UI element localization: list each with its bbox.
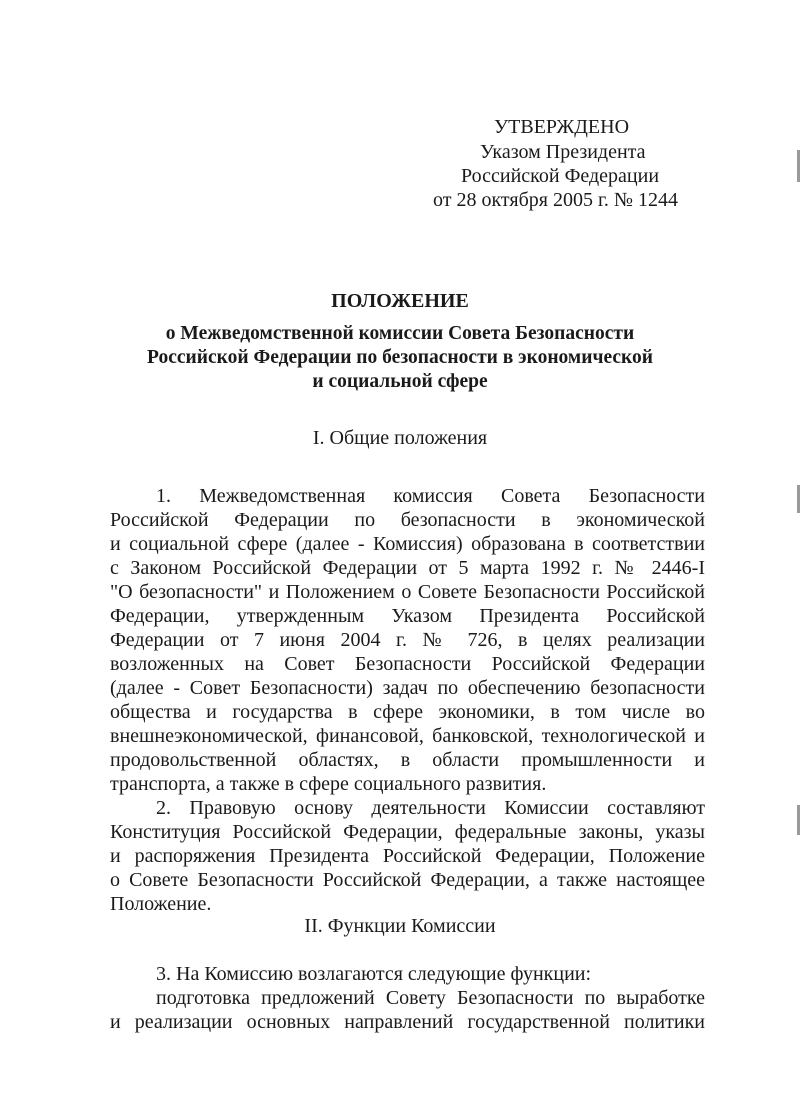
paragraph-line: и реализации основных направлений государственной политики — [110, 1011, 705, 1033]
paragraph-line: и распоряжения Президента Российской Федерации, Положение — [110, 845, 705, 867]
paragraph-line: о Совете Безопасности Российской Федерации, а также настоящее — [110, 869, 705, 891]
paragraph-line: возложенных на Совет Безопасности Российской Федерации — [110, 653, 705, 675]
paragraph-line: Российской Федерации по безопасности в экономической — [110, 509, 705, 531]
paragraph-line: 1. Межведомственная комиссия Совета Безопасности — [156, 485, 705, 507]
paragraph-line: продовольственной областях, в области промышленности и — [110, 749, 705, 771]
document-title: ПОЛОЖЕНИЕ — [331, 290, 469, 312]
section-heading-functions: II. Функции Комиссии — [304, 915, 496, 937]
paragraph-line: общества и государства в сфере экономики, в том числе во — [110, 701, 705, 723]
approval-country: Российской Федерации — [461, 165, 660, 187]
paragraph-line: Федерации, утвержденным Указом Президента Российской — [110, 605, 705, 627]
paragraph-line: внешнеэкономической, финансовой, банковской, технологической и — [110, 725, 705, 747]
paragraph-line: с Законом Российской Федерации от 5 марта 1992 г. № 2446-I — [110, 557, 705, 579]
paragraph-line: Положение. — [110, 893, 212, 915]
section-heading-general: I. Общие положения — [312, 427, 488, 449]
approval-date-number: от 28 октября 2005 г. № 1244 — [433, 189, 679, 211]
paragraph-line: и социальной сфере (далее - Комиссия) образована в соответствии — [110, 533, 705, 555]
document-subtitle-line: и социальной сфере — [312, 371, 488, 392]
paragraph-line: "О безопасности" и Положением о Совете Безопасности Российской — [110, 581, 705, 603]
document-subtitle-line: о Межведомственной комиссии Совета Безопасности — [165, 323, 635, 344]
paragraph-line: подготовка предложений Совету Безопасности по выработке — [156, 987, 705, 1009]
paragraph-line: транспорта, а также в сфере социального развития. — [110, 773, 547, 795]
paragraph-line: Федерации от 7 июня 2004 г. № 726, в целях реализации — [110, 629, 705, 651]
approval-decree: Указом Президента — [480, 141, 646, 163]
paragraph-line: (далее - Совет Безопасности) задач по обеспечению безопасности — [110, 677, 705, 699]
document-subtitle-line: Российской Федерации по безопасности в экономической — [147, 347, 653, 368]
paragraph-line: 2. Правовую основу деятельности Комиссии составляют — [156, 797, 705, 819]
paragraph-line: Конституция Российской Федерации, федеральные законы, указы — [110, 821, 705, 843]
approval-stamp-title: УТВЕРЖДЕНО — [494, 116, 630, 138]
paragraph-line: 3. На Комиссию возлагаются следующие функции: — [156, 963, 592, 985]
